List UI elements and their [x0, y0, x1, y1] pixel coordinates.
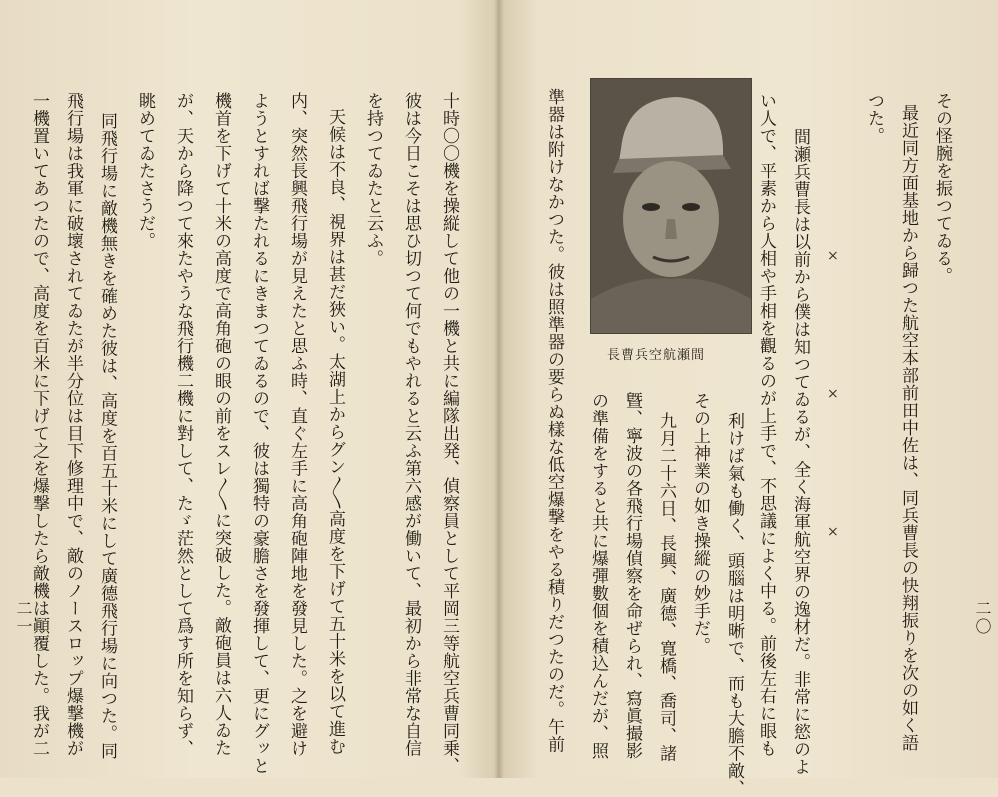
page-number: 二一	[14, 600, 33, 636]
text-column: 曁、寧波の各飛行場偵察を命ぜられ、寫眞撮影	[622, 392, 642, 760]
text-column: 準器は附けなかつた。彼は照準器の要らぬ樣な低空爆撃をやる積りだつたのだ。午前	[544, 88, 564, 753]
text-column: 利けば氣も働く、頭腦は明晰で、而も大膽不敵、	[724, 412, 744, 797]
text-column: 天候は不良、視界は甚だ狹い。太湖上からグン〳〵高度を下げて五十米を以て進む	[325, 108, 345, 755]
text-column: 一機置いてあつたので、高度を百米に下げて之を爆撃したら敵機は顚覆した。我が二	[29, 92, 49, 757]
text-column: の準備をすると共に爆彈數個を積込んだが、照	[588, 392, 608, 760]
text-column: 十時〇〇機を操縦して他の一機と共に編隊出発、偵察員として平岡三等航空兵曹同乗、	[439, 92, 459, 775]
photo-caption: 長曹兵空航瀬間	[607, 348, 706, 363]
text-column: 眺めてゐたさうだ。	[135, 92, 155, 250]
text-column: 彼は今日こそは思ひ切つて何でもやれると云ふ第六感が働いて、最初から非常な自信	[401, 92, 421, 757]
left-page	[0, 0, 495, 778]
text-column: ようとすれば撃たれるにきまつてゐるので、彼は獨特の豪膽さを發揮して、更にグッと	[249, 92, 269, 775]
section-mark: ×	[827, 248, 839, 264]
text-column: 飛行場は我軍に破壞されてゐたが半分位は目下修理中で、敵のノースロップ爆撃機が	[63, 92, 83, 757]
text-column: 同飛行場に敵機無きを確めた彼は、高度を百五十米にして廣德飛行場に向つた。同	[97, 112, 117, 760]
section-mark: ×	[827, 386, 839, 402]
text-column: を持つてゐたと云ふ。	[363, 92, 383, 267]
text-column: その怪腕を振つてゐる。	[932, 92, 952, 285]
text-column: つた。	[864, 92, 884, 145]
text-column: い人で、平素から人相や手相を觀るのが上手で、不思議によく中る。前後左右に眼も	[756, 92, 776, 757]
text-column: 九月二十六日、長興、廣德、寛橋、喬司、諸	[656, 412, 676, 762]
text-column: 最近同方面基地から歸つた航空本部前田中佐は、同兵曹長の快翔振りを次の如く語	[898, 104, 918, 752]
section-mark: ×	[827, 524, 839, 540]
right-page	[503, 0, 998, 797]
text-column: が、天から降つて來たやうな飛行機二機に對して、たゞ茫然として爲す所を知らず、	[173, 92, 193, 757]
text-column: 内、突然長興飛行場が見えたと思ふ時、直ぐ左手に高角砲陣地を發見した。之を避け	[287, 92, 307, 757]
text-column: 間瀬兵曹長は以前から僕は知つてゐるが、全く海軍航空界の逸材だ。非常に慾のよ	[790, 128, 810, 776]
text-column: その上神業の如き操縱の妙手だ。	[690, 392, 710, 655]
text-column: 機首を下げて十米の高度で高角砲の眼の前をスレ〳〵に突破した。敵砲員は六人ゐた	[211, 92, 231, 757]
portrait-photo	[590, 78, 752, 334]
page-number: 二〇	[973, 600, 992, 636]
